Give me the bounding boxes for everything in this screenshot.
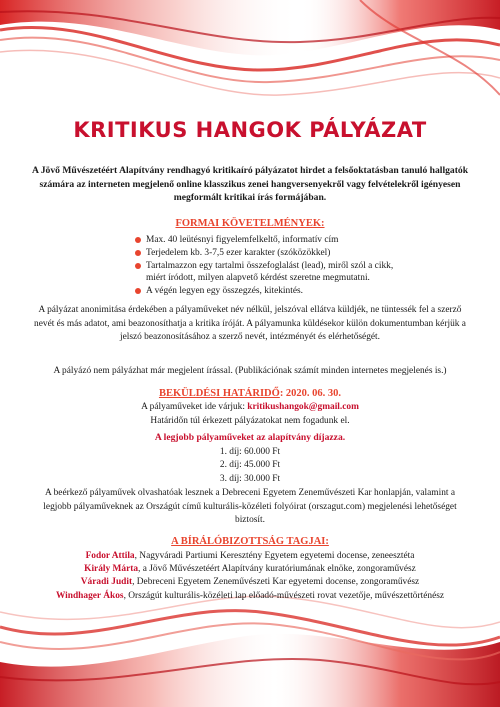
- bullet-icon: [135, 237, 141, 243]
- top-swoosh-decoration: [0, 0, 500, 110]
- jury-member-desc: , a Jövő Művészetéért Alapítvány kuratóriumának elnöke, zongoraművész: [138, 564, 416, 575]
- deadline-date: : 2020. 06. 30.: [279, 388, 342, 399]
- list-item: [0, 576, 500, 589]
- list-item: [0, 550, 500, 563]
- prizes-list: [0, 446, 500, 486]
- jury-heading: A BÍRÁLÓBIZOTTSÁG TAGJAI:: [171, 536, 329, 547]
- page-title: KRITIKUS HANGOK PÁLYÁZAT: [73, 118, 427, 142]
- prizes-heading: A legjobb pályaműveket az alapítvány díjazza.: [154, 432, 346, 443]
- list-item: 2. díj: 45.000 Ft: [219, 460, 281, 471]
- jury-member-desc: , Nagyváradi Partiumi Keresztény Egyetem egyetemi docense, zeneesztéta: [134, 551, 415, 561]
- jury-member-name: Fodor Attila: [85, 551, 135, 561]
- bullet-icon: [135, 263, 141, 269]
- list-item: 3. díj: 30.000 Ft: [219, 473, 281, 484]
- jury-member-name: Váradi Judit: [80, 577, 133, 588]
- jury-member-name: Király Márta: [84, 564, 139, 575]
- jury-member-desc: , Debreceni Egyetem Zeneművészeti Kar egyetemi docense, zongoraművész: [132, 577, 420, 588]
- list-item: 1. díj: 60.000 Ft: [219, 447, 281, 457]
- jury-list: [0, 550, 500, 603]
- list-item: [0, 563, 500, 576]
- jury-member-name: Windhager Ákos: [55, 590, 124, 601]
- jury-member-desc: , Országút kulturális-közéleti lap előadó-művészeti rovat vezetője, művészettörténész: [123, 590, 445, 601]
- submission-info: [0, 401, 500, 428]
- email-link[interactable]: kritikushangok@gmail.com: [247, 402, 359, 412]
- bullet-icon: [135, 250, 141, 256]
- deadline: [0, 388, 500, 399]
- late-submission-note: Határidőn túl érkezett pályázatokat nem fogadunk el.: [150, 415, 350, 426]
- intro-paragraph: A Jövő Művészetéért Alapítvány rendhagyó kritikaíró pályázatot hirdet a felsőoktatásban tanuló hallgatók számára az interneten megjelenő online klasszikus zenei hangversenyekről vagy felvételekről igényesen megformált kritikai írás formájában.: [31, 165, 469, 204]
- submission-prefix: A pályaműveket ide várjuk:: [141, 402, 248, 412]
- requirements-list: [135, 234, 395, 298]
- list-item: Max. 40 leütésnyi figyelemfelkeltő, informatív cím: [135, 234, 395, 247]
- no-published-work-note: A pályázó nem pályázhat már megjelent írással. (Publikációnak számít minden internetes megjelenés is.): [53, 366, 447, 376]
- bullet-icon: [135, 288, 141, 294]
- list-item: A végén legyen egy összegzés, kitekintés.: [135, 285, 395, 298]
- list-item: Tartalmazzon egy tartalmi összefoglalást (lead), miről szól a cikk, miért íródott, milyen alapvető kérdést szeretne megmutatni.: [135, 260, 395, 286]
- formal-requirements-heading: FORMAI KÖVETELMÉNYEK:: [175, 218, 325, 229]
- list-item: [0, 590, 500, 603]
- anonymity-paragraph: A pályázat anonimitása érdekében a pályaműveket név nélkül, jelszóval ellátva küldjék, ne tüntessék fel a szerző nevét és más adatot, ami beazonosíthatja a kritika íróját. A pályamunka küldésekor külön dokumentumban kérjük a jelszó beazonosításához a szerző nevét, intézményét és elérhetőségét.: [34, 305, 466, 343]
- publication-paragraph: A beérkező pályaművek olvashatóak lesznek a Debreceni Egyetem Zeneművészeti Kar honlapján, valamint a legjobb pályaműveknek az Országút című kulturális-közéleti folyóirat (orszagut.com) megjelenési lehetőséget biztosít.: [43, 488, 457, 526]
- list-item: Terjedelem kb. 3-7,5 ezer karakter (szóközökkel): [135, 247, 395, 260]
- deadline-label: BEKÜLDÉSI HATÁRIDŐ: [158, 388, 280, 399]
